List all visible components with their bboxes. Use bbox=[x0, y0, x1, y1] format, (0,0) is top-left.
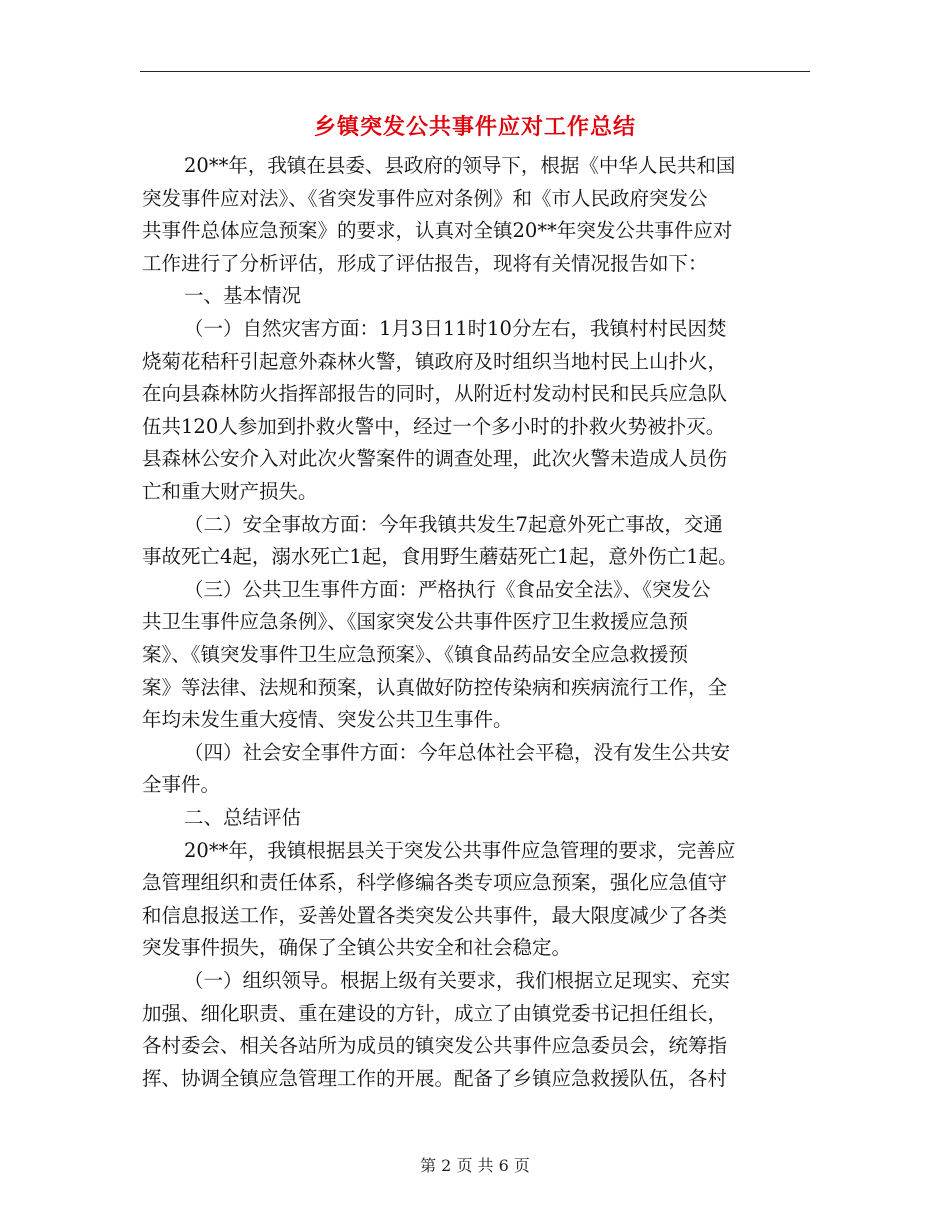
body-line: 案》等法律、法规和预案，认真做好防控传染病和疾病流行工作，全 bbox=[142, 675, 728, 699]
body-line: 亡和重大财产损失。 bbox=[142, 480, 318, 503]
body-line: 在向县森林防火指挥部报告的同时，从附近村发动村民和民兵应急队 bbox=[142, 382, 728, 406]
body-line: 伍共120人参加到扑救火警中，经过一个多小时的扑救火势被扑灭。 bbox=[142, 414, 726, 438]
body-line: 全事件。 bbox=[142, 773, 221, 797]
document-title: 乡镇突发公共事件应对工作总结 bbox=[313, 114, 636, 140]
body-line: 挥、协调全镇应急管理工作的开展。配备了乡镇应急救援队伍，各村 bbox=[142, 1066, 728, 1090]
body-line: 加强、细化职责、重在建设的方针，成立了由镇党委书记担任组长， bbox=[142, 1001, 728, 1025]
body-line: 烧菊花秸秆引起意外森林火警，镇政府及时组织当地村民上山扑火， bbox=[142, 349, 728, 373]
body-line: 突发事件应对法》、《省突发事件应对条例》和《市人民政府突发公 bbox=[142, 186, 708, 210]
body-line: 20**年，我镇根据县关于突发公共事件应急管理的要求，完善应 bbox=[184, 838, 736, 862]
body-line: 和信息报送工作，妥善处置各类突发公共事件，最大限度减少了各类 bbox=[142, 903, 728, 927]
body-line: （四）社会安全事件方面：今年总体社会平稳，没有发生公共安 bbox=[184, 740, 731, 764]
body-line: 突发事件损失，确保了全镇公共安全和社会稳定。 bbox=[142, 936, 572, 960]
body-line: 一、基本情况 bbox=[184, 284, 302, 308]
body-line: 20**年，我镇在县委、县政府的领导下，根据《中华人民共和国 bbox=[184, 154, 736, 177]
page-footer: 第 2 页 共 6 页 bbox=[420, 1156, 530, 1175]
body-line: （二）安全事故方面：今年我镇共发生7起意外死亡事故，交通 bbox=[184, 512, 723, 536]
body-line: （一）自然灾害方面：1月3日11时10分左右，我镇村村民因焚 bbox=[184, 317, 727, 340]
body-line: 年均未发生重大疫情、突发公共卫生事件。 bbox=[142, 708, 513, 732]
body-line: （三）公共卫生事件方面：严格执行《食品安全法》、《突发公 bbox=[184, 577, 711, 601]
body-line: 案》、《镇突发事件卫生应急预案》、《镇食品药品安全应急救援预 bbox=[142, 643, 689, 666]
body-line: （一）组织领导。根据上级有关要求，我们根据立足现实、充实 bbox=[184, 969, 731, 992]
body-line: 二、总结评估 bbox=[184, 806, 302, 829]
header-rule bbox=[140, 71, 810, 72]
body-line: 共卫生事件应急条例》、《国家突发公共事件医疗卫生救援应急预 bbox=[142, 610, 689, 634]
body-line: 工作进行了分析评估，形成了评估报告，现将有关情况报告如下： bbox=[142, 251, 708, 275]
body-line: 县森林公安介入对此次火警案件的调查处理，此次火警未造成人员伤 bbox=[142, 447, 728, 471]
body-line: 急管理组织和责任体系，科学修编各类专项应急预案，强化应急值守 bbox=[142, 871, 728, 895]
body-line: 事故死亡4起，溺水死亡1起，食用野生蘑菇死亡1起，意外伤亡1起。 bbox=[142, 545, 738, 569]
body-line: 共事件总体应急预案》的要求，认真对全镇20**年突发公共事件应对 bbox=[142, 219, 733, 243]
body-line: 各村委会、相关各站所为成员的镇突发公共事件应急委员会，统筹指 bbox=[142, 1034, 728, 1058]
